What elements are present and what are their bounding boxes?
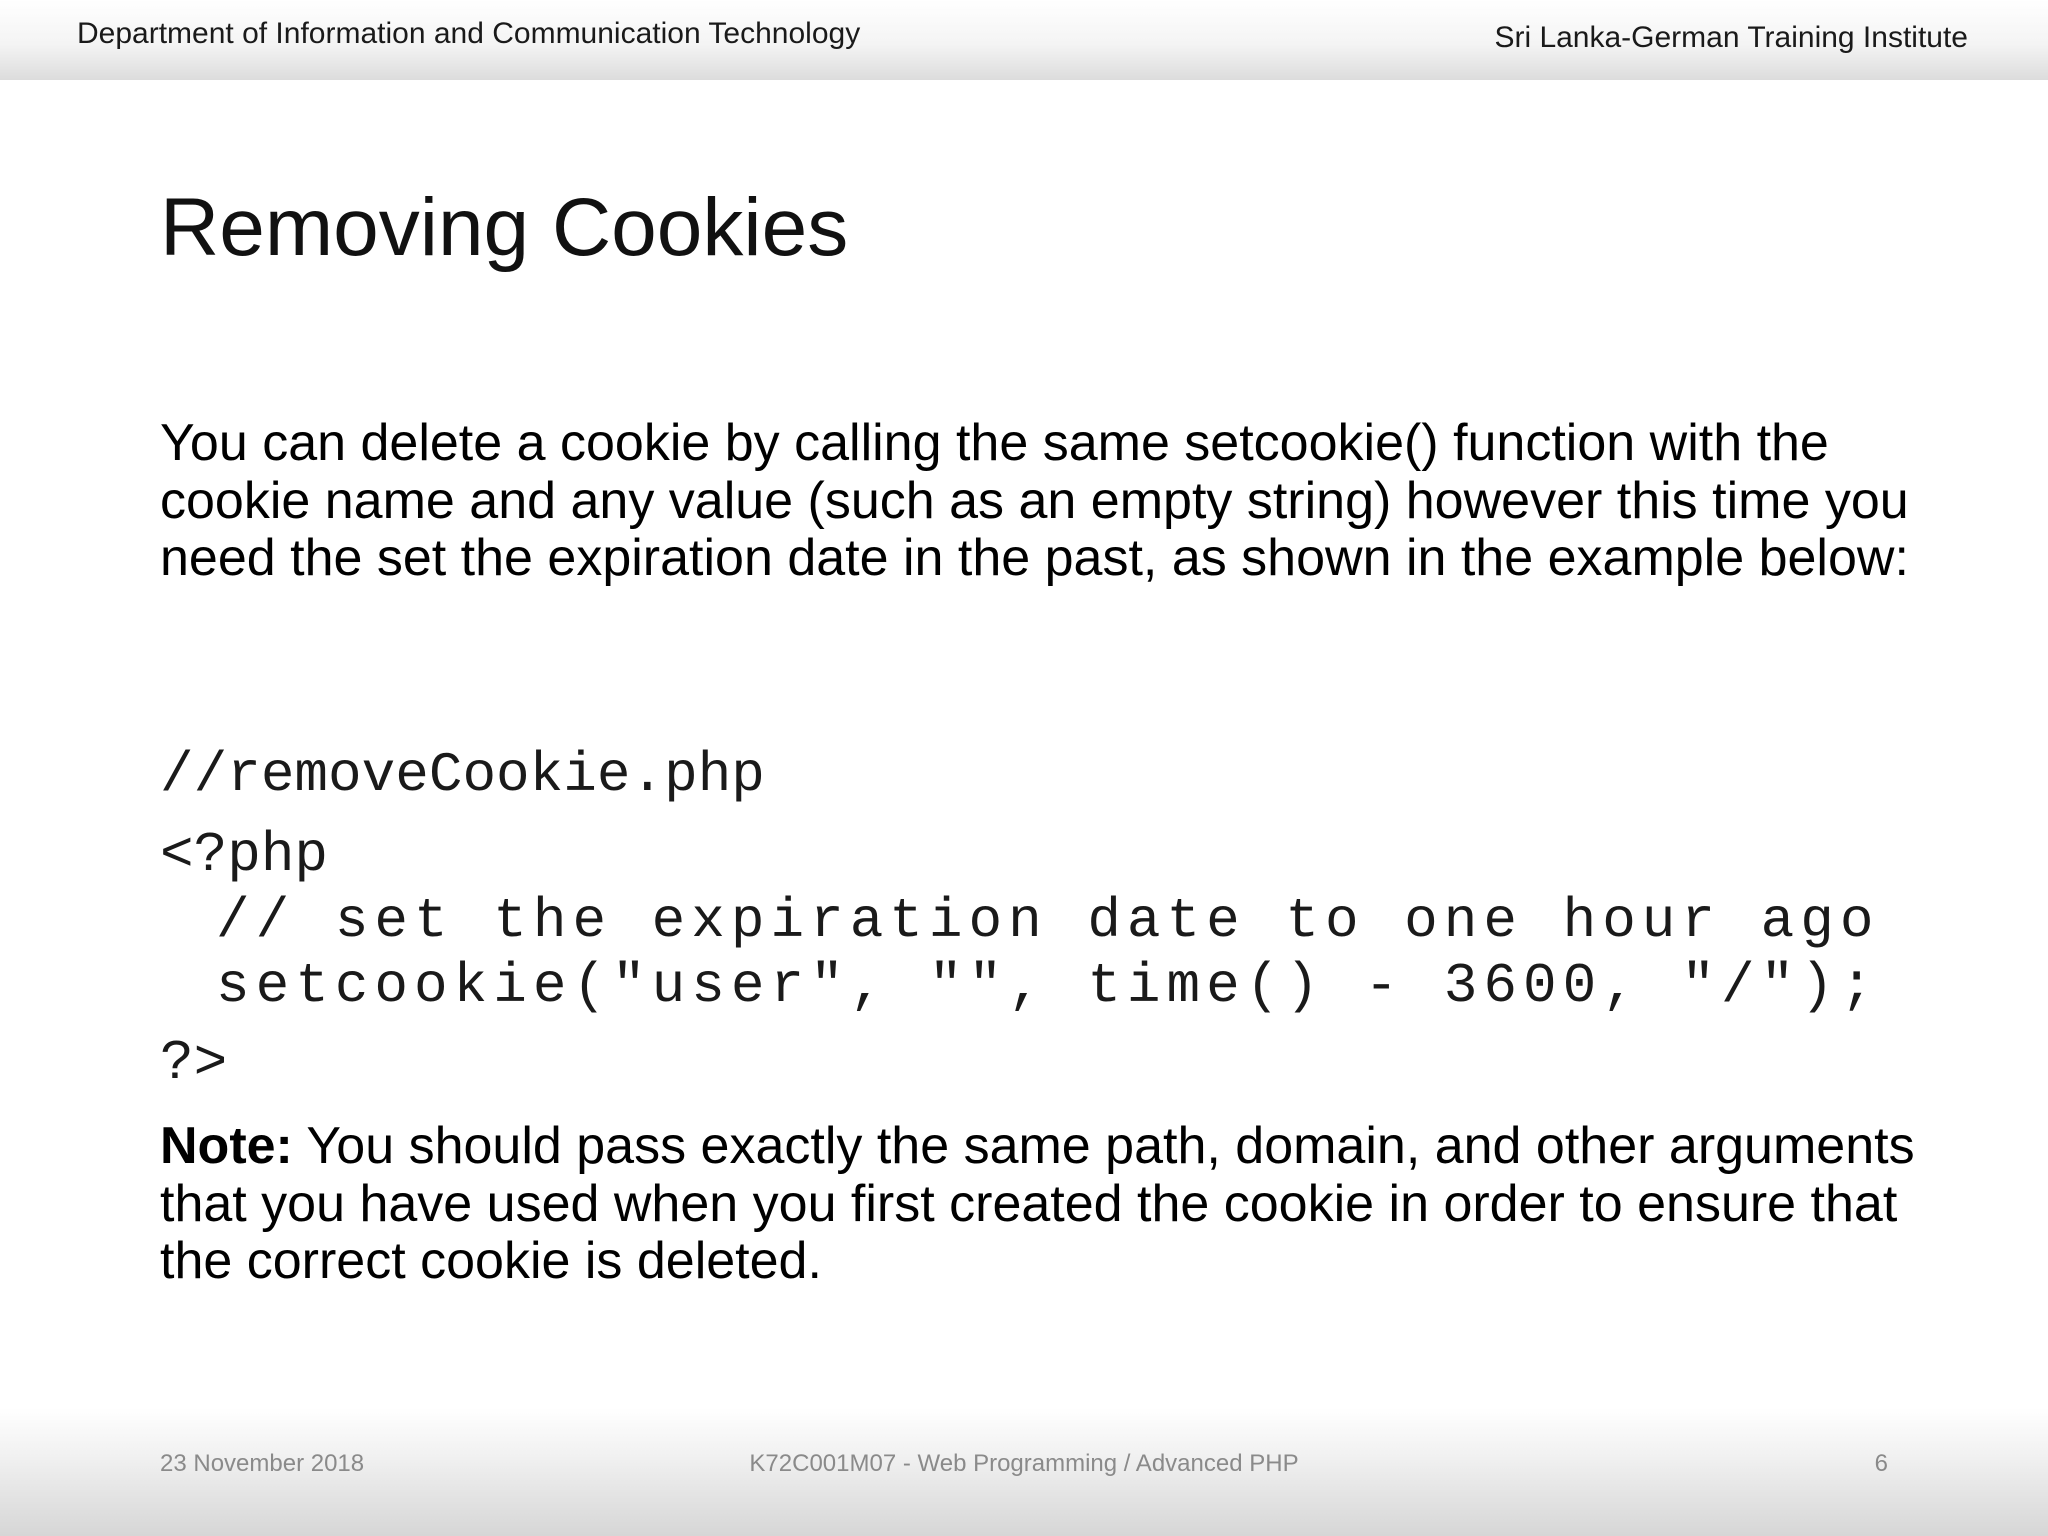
- note-body: You should pass exactly the same path, domain, and other arguments that you have used when you first created the cookie in order to ensure that the correct cookie is deleted.: [160, 1117, 1915, 1290]
- code-filename-comment: //removeCookie.php: [160, 743, 765, 807]
- slide-body-text: You can delete a cookie by calling the same setcookie() function with the cookie name and any value (such as an empty string) however this time you need the set the expiration date in the past, as shown in the example below:: [160, 414, 1909, 587]
- code-php-open-tag: <?php: [160, 823, 329, 887]
- footer-page-number: 6: [1874, 1450, 1888, 1477]
- header-institute: Sri Lanka-German Training Institute: [1494, 21, 1968, 54]
- footer-course-name: K72C001M07 - Web Programming / Advanced PHP: [749, 1450, 1299, 1477]
- code-comment-line: // set the expiration date to one hour ago: [216, 889, 1880, 953]
- slide-title: Removing Cookies: [160, 182, 849, 273]
- note-paragraph: [160, 1118, 1920, 1291]
- note-label: Note:: [160, 1117, 293, 1175]
- header-department: Department of Information and Communication Technology: [77, 17, 861, 50]
- footer-date: 23 November 2018: [160, 1450, 365, 1477]
- code-setcookie-call: setcookie("user", "", time() - 3600, "/");: [216, 954, 1880, 1018]
- code-php-close-tag: ?>: [160, 1031, 228, 1095]
